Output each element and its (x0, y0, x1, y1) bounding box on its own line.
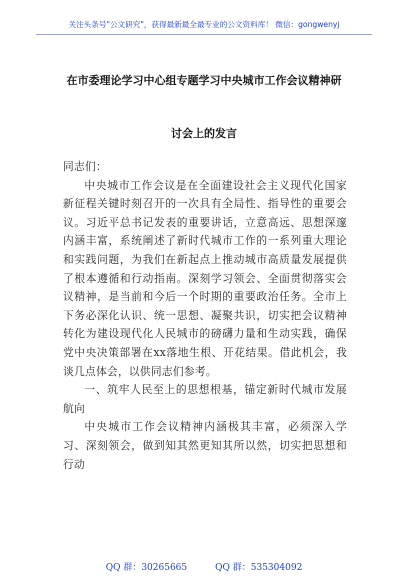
header-divider (36, 34, 372, 35)
section-heading: 一、筑牢人民至上的思想根基，锚定新时代城市发展航向 (63, 383, 347, 415)
footer (0, 560, 408, 573)
body-paragraph: 中央城市工作会议精神内涵极其丰富，必须深入学习、深刻领会，做到知其然更知其所以然，切实把思想和行动 (63, 420, 347, 471)
document-title-line-1: 在市委理论学习中心组专题学习中央城市工作会议精神研 (66, 74, 342, 87)
header-banner: 关注头条号"公文研究"，获得最新最全最专业的公文资料库！ 微信：gongwenyj (68, 20, 340, 29)
footer-qq-group-2: QQ 群：535304092 (215, 563, 303, 573)
body-paragraph: 中央城市工作会议是在全面建设社会主义现代化国家新征程关键时刻召开的一次具有全局性、指导性的重要会议。习近平总书记发表的重要讲话，立意高远、思想深邃内涵丰富，系统阐述了新时代城市工作的一系列重大理论和实践问题，为我们在新起点上推动城市高质量发展提供了根本遵循和行动指南。深刻学习领会、全面贯彻落实会议精神，是当前和今后一个时期的重要政治任务。全市上下务必深化认识、统一思想、凝聚共识，切实把会议精神转化为建设现代化人民城市的磅礴力量和生动实践，确保党中央决策部署在xx落地生根、开花结果。借此机会，我谈几点体会，以供同志们参考。 (63, 178, 347, 378)
document-body (63, 158, 347, 474)
footer-qq-group-1: QQ 群：30265665 (105, 563, 188, 573)
document-title-line-2: 讨会上的发言 (171, 127, 237, 140)
greeting: 同志们： (63, 160, 107, 173)
